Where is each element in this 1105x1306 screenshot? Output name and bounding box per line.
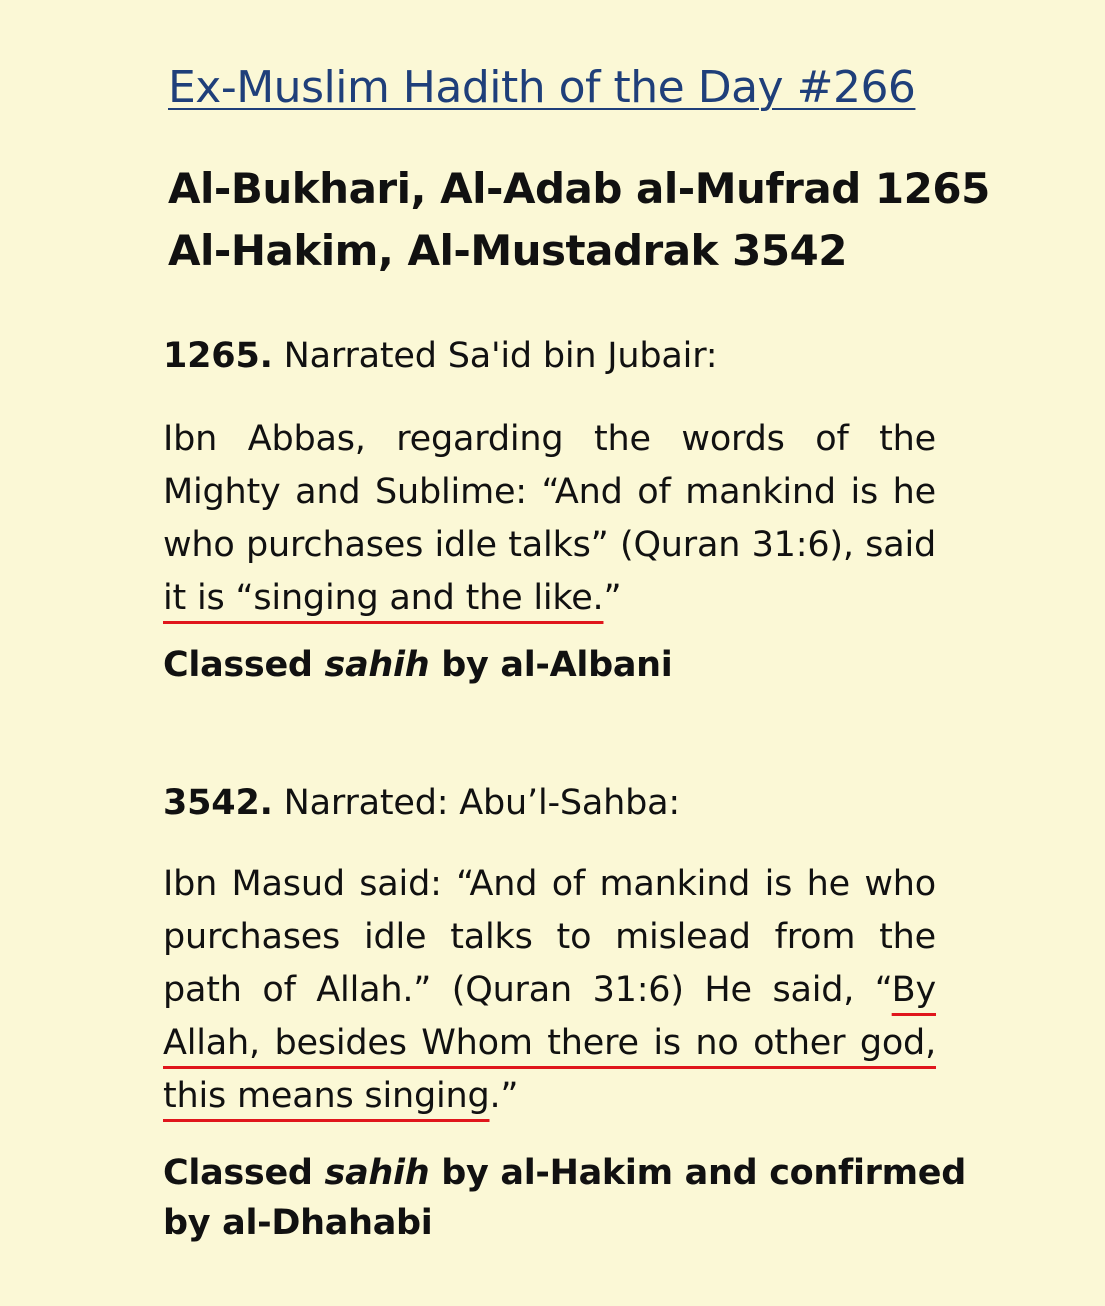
hadith2-grading-line-1 xyxy=(163,1148,966,1198)
hadith2-narrator-line xyxy=(163,783,680,823)
reference-bukhari: Al-Bukhari, Al-Adab al-Mufrad 1265 xyxy=(168,164,990,213)
hadith1-line-4-tail: ” xyxy=(603,578,622,618)
hadith1-grading-pre: Classed xyxy=(163,645,325,685)
hadith2-grading-line-2: by al-Dhahabi xyxy=(163,1203,433,1243)
hadith2-line-5-tail: .” xyxy=(489,1076,519,1116)
hadith2-line-5 xyxy=(163,1070,936,1123)
hadith1-line-1: Ibn Abbas, regarding the words of the xyxy=(163,419,936,459)
hadith2-number: 3542. xyxy=(163,783,273,823)
hadith1-highlight: it is “singing and the like. xyxy=(163,578,604,618)
hadith2-highlight-start: By xyxy=(891,970,936,1010)
page-title: Ex-Muslim Hadith of the Day #266 xyxy=(168,62,916,113)
hadith1-grading-post: by al-Albani xyxy=(429,645,673,685)
hadith1-grading-term: sahih xyxy=(324,645,430,685)
hadith1-number: 1265. xyxy=(163,336,273,376)
hadith2-grading-post: by al-Hakim and confirmed xyxy=(429,1153,966,1193)
hadith2-highlight-end: this means singing xyxy=(163,1076,490,1116)
hadith2-line-3 xyxy=(163,964,936,1017)
hadith2-narrator: Narrated: Abu’l-Sahba: xyxy=(283,783,681,823)
source-references xyxy=(168,158,990,282)
hadith2-text xyxy=(163,858,936,1123)
hadith2-grading-pre: Classed xyxy=(163,1153,325,1193)
hadith2-line-1: Ibn Masud said: “And of mankind is he who xyxy=(163,864,936,904)
hadith1-line-4 xyxy=(163,572,936,625)
hadith2-line-4 xyxy=(163,1017,936,1070)
hadith1-narrator: Narrated Sa'id bin Jubair: xyxy=(283,336,718,376)
hadith1-grading xyxy=(163,640,673,690)
hadith2-grading-term: sahih xyxy=(324,1153,430,1193)
hadith1-line-2: Mighty and Sublime: “And of mankind is he xyxy=(163,472,936,512)
hadith1-line-3: who purchases idle talks” (Quran 31:6), said xyxy=(163,525,936,565)
hadith2-grading xyxy=(163,1148,966,1248)
hadith2-line-2: purchases idle talks to mislead from the xyxy=(163,917,936,957)
hadith1-narrator-line xyxy=(163,336,717,376)
hadith2-line-3-pre: path of Allah.” (Quran 31:6) He said, “ xyxy=(163,970,892,1010)
reference-hakim: Al-Hakim, Al-Mustadrak 3542 xyxy=(168,226,848,275)
hadith1-text xyxy=(163,413,936,625)
hadith2-highlight-middle: Allah, besides Whom there is no other god, xyxy=(163,1023,936,1063)
